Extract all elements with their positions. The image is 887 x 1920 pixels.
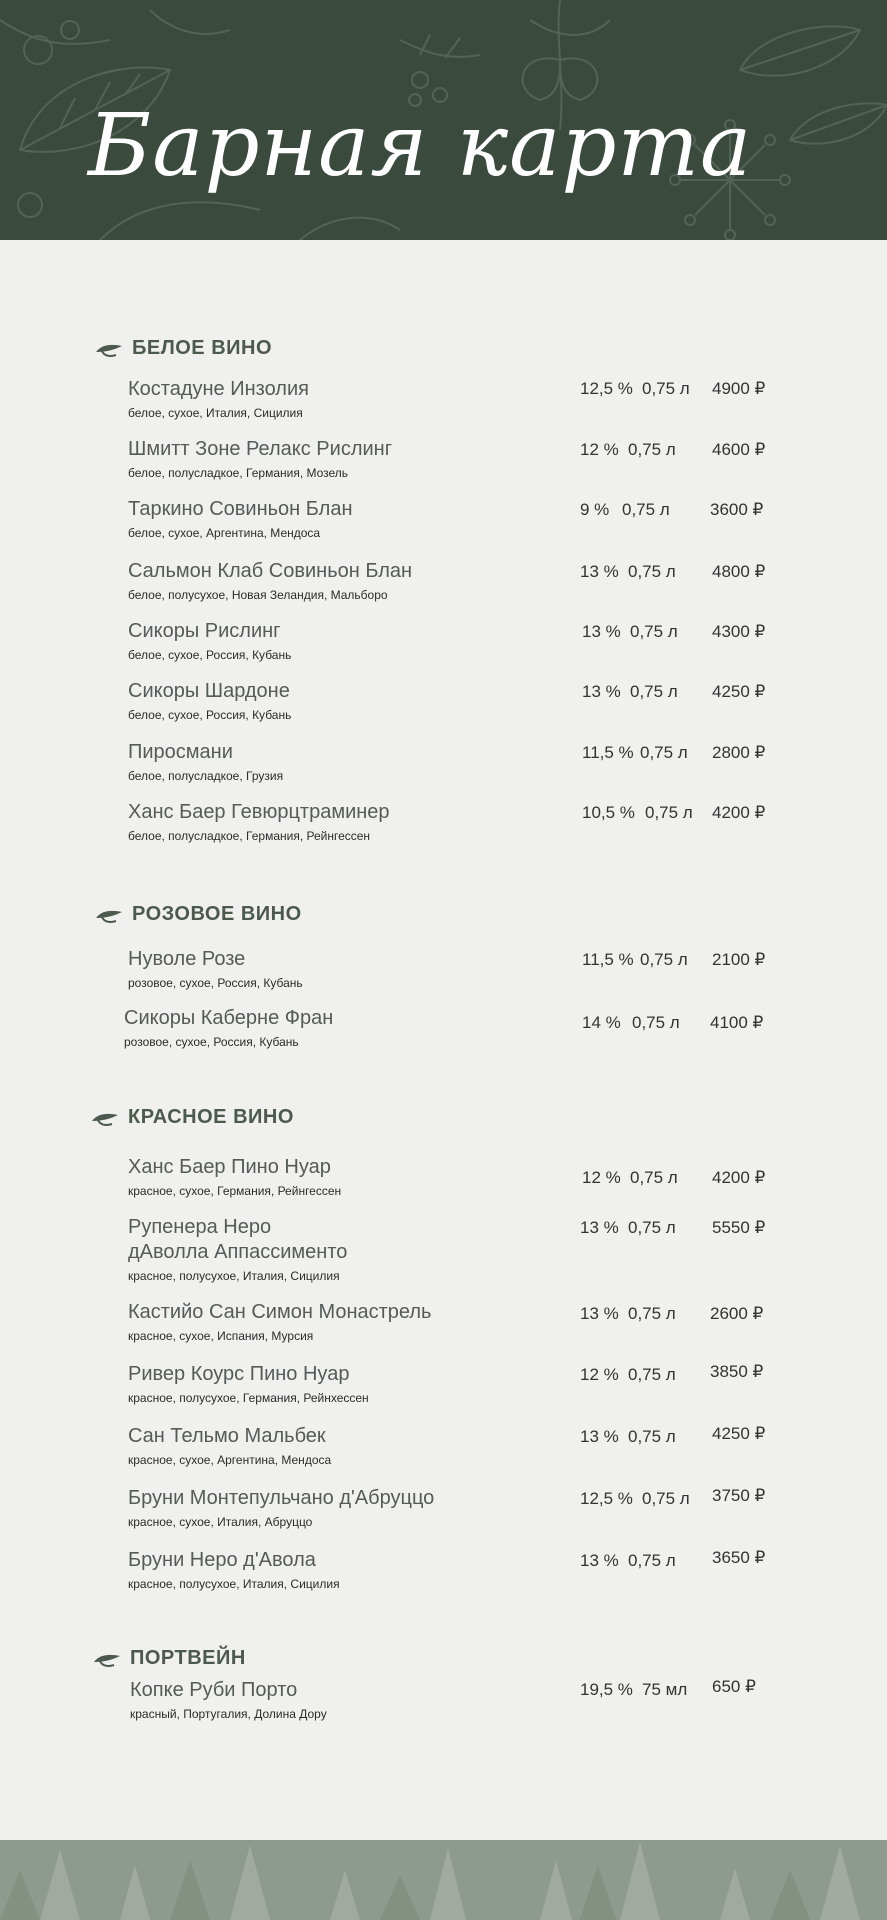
list-item (128, 497, 788, 540)
list-item (130, 1678, 790, 1721)
item-name: Сан Тельмо Мальбек (128, 1425, 326, 1447)
list-item (128, 947, 788, 990)
item-description: красный, Португалия, Долина Дору (130, 1707, 327, 1721)
item-description: белое, сухое, Россия, Кубань (128, 708, 292, 722)
item-volume: 0,75 л (628, 440, 676, 459)
tree-silhouettes (0, 1840, 887, 1920)
item-volume: 0,75 л (630, 682, 678, 701)
item-description: белое, полусладкое, Германия, Рейнгессен (128, 829, 371, 843)
section-title: ПОРТВЕЙН (130, 1647, 246, 1669)
list-item (128, 740, 788, 783)
item-price: 4250 ₽ (712, 682, 766, 701)
list-item (128, 559, 788, 602)
item-price: 4200 ₽ (712, 1168, 766, 1187)
item-description: белое, сухое, Аргентина, Мендоса (128, 526, 321, 540)
item-price: 650 ₽ (712, 1677, 756, 1696)
item-abv: 14 % (582, 1013, 621, 1032)
item-abv: 13 % (582, 682, 621, 701)
item-abv: 13 % (580, 1551, 619, 1570)
item-name: Костадуне Инзолия (128, 378, 309, 400)
item-abv: 11,5 % (582, 950, 634, 969)
section-title: БЕЛОЕ ВИНО (132, 337, 273, 359)
item-description: красное, сухое, Аргентина, Мендоса (128, 1453, 332, 1467)
item-name: Копке Руби Порто (130, 1679, 298, 1701)
item-description: красное, полусухое, Италия, Сицилия (128, 1577, 340, 1591)
item-name: Сикоры Шардоне (128, 680, 290, 702)
item-name: Рупенера Неро дАволла Аппассименто (128, 1216, 348, 1263)
item-name: Шмитт Зоне Релакс Рислинг (128, 438, 392, 460)
item-abv: 13 % (582, 622, 621, 641)
item-volume: 0,75 л (642, 1489, 690, 1508)
item-description: белое, сухое, Италия, Сицилия (128, 406, 303, 420)
item-volume: 0,75 л (640, 743, 688, 762)
item-name: Ривер Коурс Пино Нуар (128, 1363, 350, 1385)
item-volume: 0,75 л (632, 1013, 680, 1032)
leaf-icon (90, 1109, 120, 1127)
item-abv: 13 % (580, 1218, 619, 1237)
item-abv: 9 % (580, 500, 610, 519)
item-price: 4100 ₽ (710, 1013, 764, 1032)
item-abv: 19,5 % (580, 1680, 633, 1699)
item-price: 2600 ₽ (710, 1304, 764, 1323)
page-title: Барная карта (88, 96, 753, 196)
item-abv: 12 % (580, 440, 619, 459)
leaf-icon (94, 340, 124, 358)
item-name: Бруни Монтепульчано д'Абруццо (128, 1487, 435, 1509)
item-name: Ханс Баер Пино Нуар (128, 1156, 331, 1178)
section-port (92, 1647, 246, 1670)
item-price: 5550 ₽ (712, 1218, 766, 1237)
list-item (128, 1424, 788, 1467)
item-name: Таркино Совиньон Блан (128, 498, 353, 520)
item-abv: 12 % (582, 1168, 621, 1187)
item-volume: 0,75 л (628, 1427, 676, 1446)
item-abv: 12,5 % (580, 379, 633, 398)
item-description: красное, полусухое, Италия, Сицилия (128, 1269, 340, 1283)
item-volume: 0,75 л (628, 1551, 676, 1570)
item-volume: 0,75 л (645, 803, 693, 822)
leaf-icon (92, 1650, 122, 1668)
item-name: Пиросмани (128, 741, 233, 763)
item-price: 4800 ₽ (712, 562, 766, 581)
item-volume: 0,75 л (642, 379, 690, 398)
item-description: розовое, сухое, Россия, Кубань (124, 1035, 299, 1049)
item-name: Кастийо Сан Симон Монастрель (128, 1301, 432, 1323)
item-description: белое, полусладкое, Грузия (128, 769, 284, 783)
item-abv: 12 % (580, 1365, 619, 1384)
section-title: РОЗОВОЕ ВИНО (132, 903, 302, 925)
item-name: Сикоры Каберне Фран (124, 1007, 334, 1029)
item-description: белое, полусладкое, Германия, Мозель (128, 466, 349, 480)
item-volume: 75 мл (642, 1680, 688, 1699)
list-item (128, 1155, 788, 1198)
item-volume: 0,75 л (622, 500, 670, 519)
item-price: 3850 ₽ (710, 1362, 764, 1381)
section-red-wine (90, 1106, 294, 1129)
item-volume: 0,75 л (628, 1218, 676, 1237)
item-name: Нуволе Розе (128, 948, 246, 970)
header-banner (0, 0, 887, 240)
list-item (128, 679, 788, 722)
item-price: 4600 ₽ (712, 440, 766, 459)
item-description: красное, полусухое, Германия, Рейнхессен (128, 1391, 369, 1405)
item-volume: 0,75 л (630, 1168, 678, 1187)
item-name: Ханс Баер Гевюрцтраминер (128, 801, 390, 823)
item-price: 4250 ₽ (712, 1424, 766, 1443)
item-price: 4900 ₽ (712, 379, 766, 398)
item-price: 4300 ₽ (712, 622, 766, 641)
item-price: 2800 ₽ (712, 743, 766, 762)
item-description: красное, сухое, Испания, Мурсия (128, 1329, 314, 1343)
item-abv: 12,5 % (580, 1489, 633, 1508)
list-item (128, 1362, 788, 1405)
list-item (128, 1215, 788, 1283)
item-abv: 10,5 % (582, 803, 635, 822)
item-name: Сальмон Клаб Совиньон Блан (128, 560, 413, 582)
item-price: 2100 ₽ (712, 950, 766, 969)
leaf-icon (94, 906, 124, 924)
item-name: Сикоры Рислинг (128, 620, 281, 642)
item-description: красное, сухое, Германия, Рейнгессен (128, 1184, 342, 1198)
item-abv: 13 % (580, 562, 619, 581)
item-description: белое, сухое, Россия, Кубань (128, 648, 292, 662)
item-volume: 0,75 л (628, 1365, 676, 1384)
item-price: 3600 ₽ (710, 500, 764, 519)
item-volume: 0,75 л (640, 950, 688, 969)
item-description: розовое, сухое, Россия, Кубань (128, 976, 303, 990)
list-item (128, 619, 788, 662)
list-item (128, 1300, 788, 1343)
item-volume: 0,75 л (630, 622, 678, 641)
item-price: 4200 ₽ (712, 803, 766, 822)
section-white-wine (94, 337, 272, 360)
item-volume: 0,75 л (628, 1304, 676, 1323)
section-rose-wine (94, 903, 302, 926)
item-price: 3750 ₽ (712, 1486, 766, 1505)
item-abv: 13 % (580, 1304, 619, 1323)
item-abv: 13 % (580, 1427, 619, 1446)
item-volume: 0,75 л (628, 562, 676, 581)
item-abv: 11,5 % (582, 743, 634, 762)
item-price: 3650 ₽ (712, 1548, 766, 1567)
list-item (128, 1548, 788, 1591)
item-description: белое, полусухое, Новая Зеландия, Мальборо (128, 588, 388, 602)
section-title: КРАСНОЕ ВИНО (128, 1106, 294, 1128)
item-description: красное, сухое, Италия, Абруццо (128, 1515, 313, 1529)
list-item (124, 1006, 784, 1049)
item-name: Бруни Неро д'Авола (128, 1549, 316, 1571)
list-item (128, 437, 788, 480)
footer-forest-band (0, 1840, 887, 1920)
